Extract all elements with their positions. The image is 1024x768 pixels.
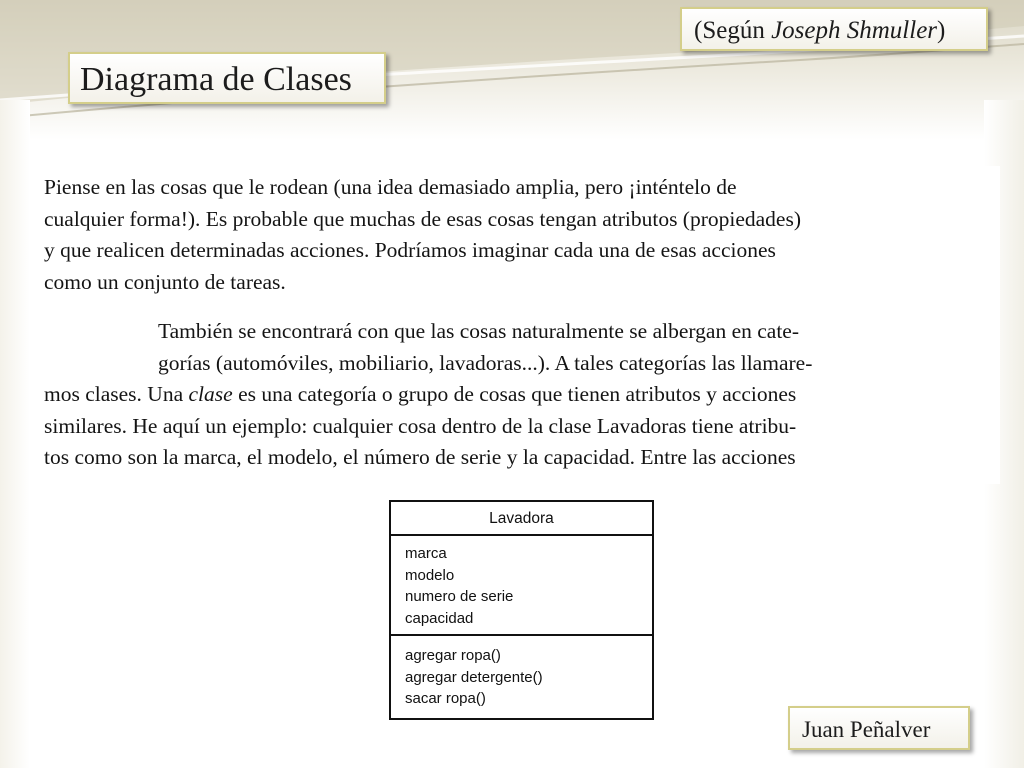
- author-suffix: ): [937, 17, 946, 44]
- left-edge-shade: [0, 100, 30, 768]
- uml-class-name: Lavadora: [391, 502, 652, 536]
- uml-attribute: marca: [405, 545, 447, 562]
- line-3-end: es una categoría o grupo de cosas que tienen atributos y acciones: [232, 382, 797, 406]
- uml-operation: sacar ropa(): [405, 690, 486, 707]
- paragraph-2-line: gorías (automóviles, mobiliario, lavadoras...). A tales categorías las llamare-: [158, 350, 813, 375]
- line-3-start: mos clases. Una: [44, 382, 189, 406]
- uml-class-box: [389, 500, 654, 720]
- uml-operation: agregar detergente(): [405, 668, 543, 686]
- scanned-text-panel: [30, 166, 1000, 484]
- uml-attribute: modelo: [405, 566, 455, 584]
- paragraph-1-line: y que realicen determinadas acciones. Podríamos imaginar cada una de esas acciones: [44, 238, 776, 262]
- paragraph-2-line: tos como son la marca, el modelo, el número de serie y la capacidad. Entre las acciones: [44, 445, 796, 469]
- paragraph-1-line: Piense en las cosas que le rodean (una idea demasiado amplia, pero ¡inténtelo de: [44, 175, 737, 199]
- author-name: Joseph Shmuller: [771, 17, 938, 44]
- uml-operation: agregar ropa(): [405, 647, 501, 664]
- paragraph-1-line: como un conjunto de tareas.: [44, 269, 286, 294]
- paragraph-2-line: [44, 379, 994, 411]
- paragraph-1: [44, 172, 994, 298]
- paragraph-2-line: También se encontrará con que las cosas naturalmente se albergan en cate-: [158, 319, 800, 343]
- author-attribution: [680, 7, 988, 51]
- uml-attributes-section: [391, 536, 652, 636]
- paragraph-2-line: similares. He aquí un ejemplo: cualquier cosa dentro de la clase Lavadoras tiene atribu-: [44, 413, 797, 438]
- paragraph-2: [44, 316, 994, 474]
- footer-author: Juan Peñalver: [788, 706, 970, 750]
- paragraph-1-line: cualquier forma!). Es probable que muchas de esas cosas tengan atributos (propiedades): [44, 206, 802, 231]
- italic-term-clase: clase: [188, 382, 233, 406]
- uml-operations-section: [391, 636, 652, 710]
- uml-attribute: capacidad: [405, 609, 474, 627]
- uml-attribute: numero de serie: [405, 588, 514, 605]
- author-prefix: (Según: [694, 17, 772, 44]
- slide-title: Diagrama de Clases: [68, 52, 386, 104]
